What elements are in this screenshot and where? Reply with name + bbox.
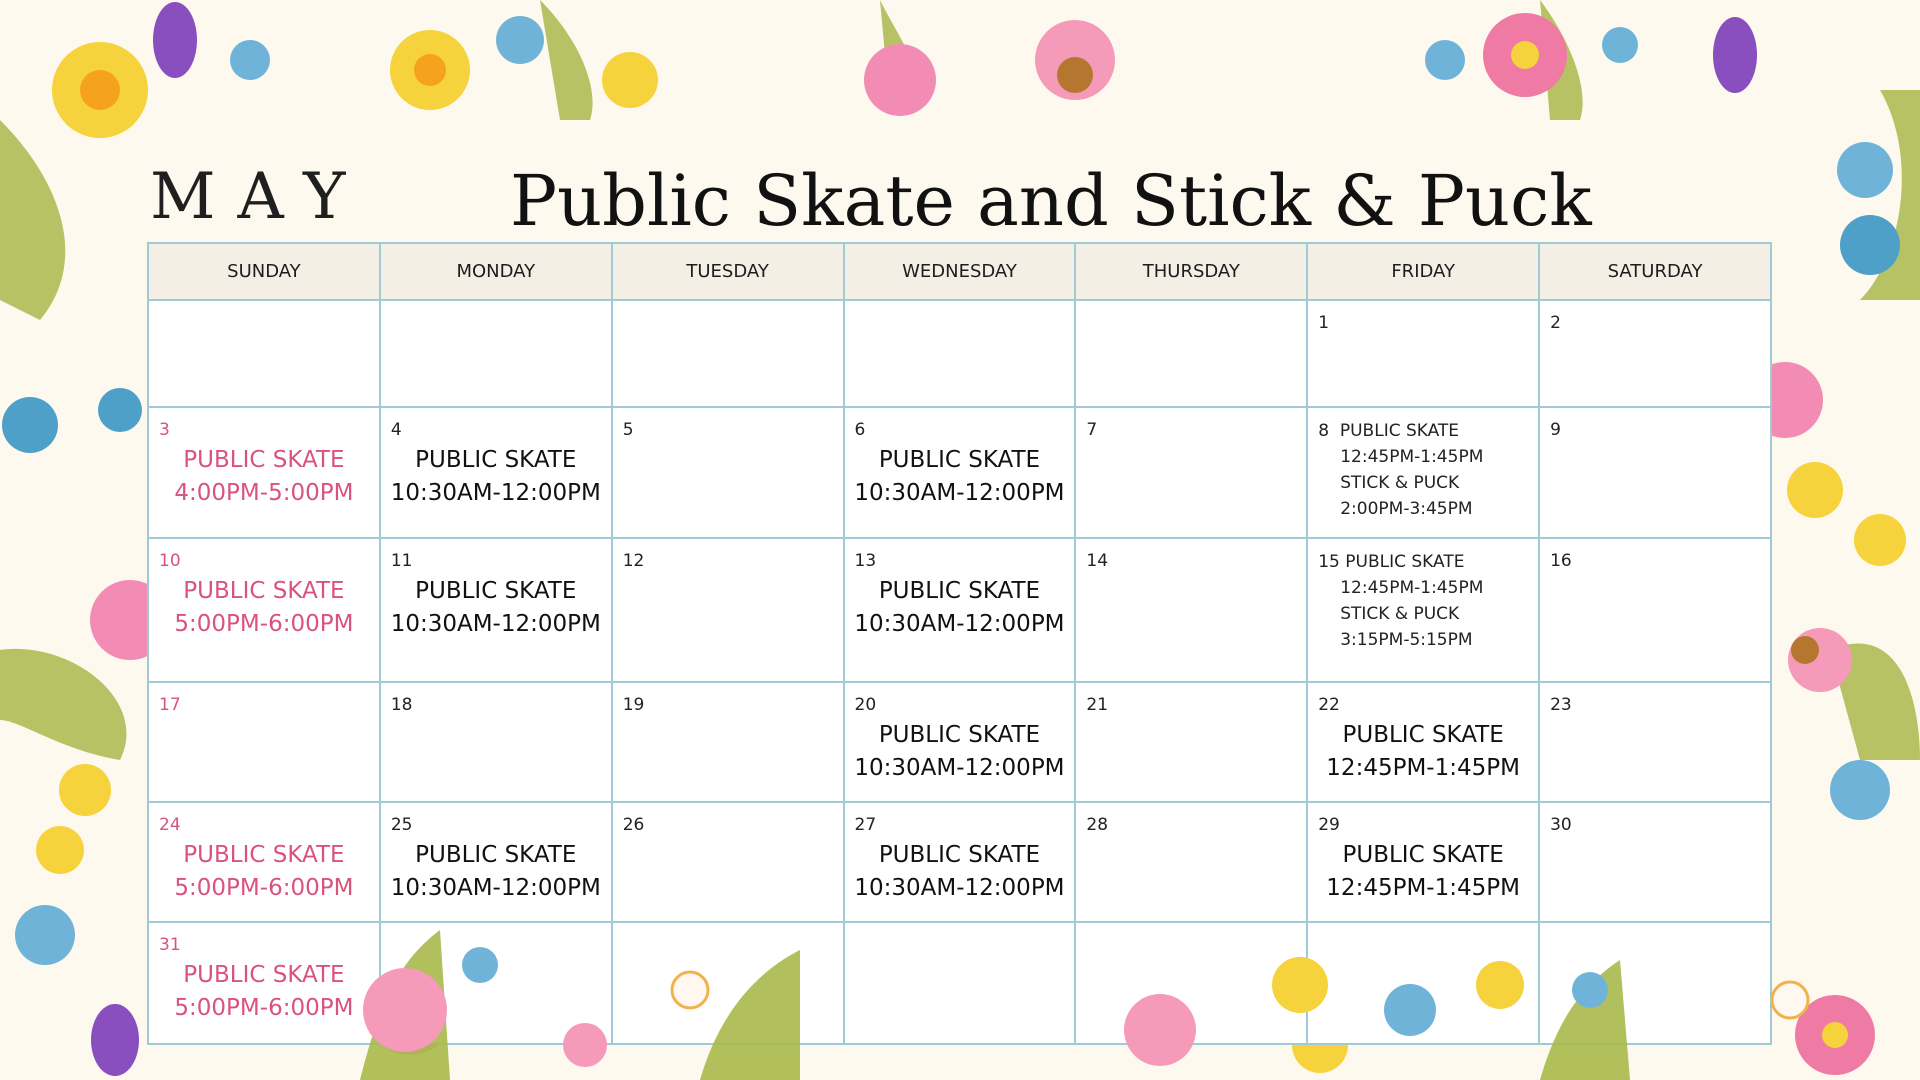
day-cell <box>148 922 380 1044</box>
day-cell <box>1307 682 1539 802</box>
empty-day-cell <box>380 922 612 1044</box>
event-label: STICK & PUCK <box>1340 473 1460 493</box>
weekday-header: WEDNESDAY <box>844 243 1076 300</box>
day-number: 26 <box>622 815 645 835</box>
day-number: 20 <box>854 695 877 715</box>
page-title: Public Skate and Stick & Puck <box>510 160 1592 242</box>
event-time: 3:15PM-5:15PM <box>1340 630 1473 650</box>
day-cell <box>844 682 1076 802</box>
day-number: 28 <box>1086 815 1109 835</box>
day-number: 18 <box>390 695 413 715</box>
day-number: 15 <box>1318 552 1340 572</box>
day-number: 14 <box>1086 551 1109 571</box>
event-label: PUBLIC SKATE <box>878 578 1041 604</box>
event <box>149 959 379 1025</box>
day-number: 24 <box>159 815 181 835</box>
event-time: 5:00PM-6:00PM <box>174 995 354 1021</box>
day-cell <box>844 802 1076 922</box>
event-label: PUBLIC SKATE <box>1342 842 1504 868</box>
event <box>1308 719 1538 785</box>
event-label: PUBLIC SKATE <box>183 447 345 473</box>
calendar-grid <box>147 242 1772 1045</box>
day-cell <box>844 538 1076 682</box>
event-label: PUBLIC SKATE <box>878 842 1041 868</box>
day-number: 12 <box>622 551 645 571</box>
day-cell <box>1307 802 1539 922</box>
event <box>1308 839 1538 905</box>
event-time: 12:45PM-1:45PM <box>1340 447 1484 467</box>
event-time: 10:30AM-12:00PM <box>854 480 1065 506</box>
day-cell <box>148 538 380 682</box>
day-number: 5 <box>622 420 634 440</box>
event <box>381 839 611 905</box>
weekday-header: MONDAY <box>380 243 612 300</box>
event <box>845 444 1075 510</box>
day-cell <box>612 802 844 922</box>
event-time: 5:00PM-6:00PM <box>174 875 354 901</box>
event <box>1318 418 1483 522</box>
event-time: 10:30AM-12:00PM <box>854 611 1065 637</box>
event-label: PUBLIC SKATE <box>415 842 577 868</box>
event-label: PUBLIC SKATE <box>183 962 345 988</box>
event-label: PUBLIC SKATE <box>878 447 1041 473</box>
day-number: 16 <box>1550 551 1572 571</box>
event <box>381 575 611 641</box>
event <box>845 719 1075 785</box>
day-number: 25 <box>390 815 413 835</box>
event-label: PUBLIC SKATE <box>415 578 577 604</box>
event-label: PUBLIC SKATE <box>878 722 1041 748</box>
month-label: MAY <box>150 160 368 234</box>
event-time: 12:45PM-1:45PM <box>1326 755 1520 781</box>
day-cell <box>1075 682 1307 802</box>
day-number: 27 <box>854 815 877 835</box>
empty-day-cell <box>1307 922 1539 1044</box>
day-cell <box>1075 538 1307 682</box>
day-number: 11 <box>390 551 413 571</box>
weekday-header: SATURDAY <box>1539 243 1771 300</box>
event-time: 10:30AM-12:00PM <box>854 875 1065 901</box>
weekday-header: THURSDAY <box>1075 243 1307 300</box>
event <box>149 575 379 641</box>
event <box>149 444 379 510</box>
event-time: 5:00PM-6:00PM <box>174 611 354 637</box>
day-number: 31 <box>159 935 181 955</box>
event-time: 4:00PM-5:00PM <box>174 480 354 506</box>
day-cell <box>1075 802 1307 922</box>
day-cell <box>1539 538 1771 682</box>
day-number: 8 <box>1318 421 1330 441</box>
day-number: 1 <box>1318 313 1330 333</box>
day-cell <box>380 538 612 682</box>
event-time: 10:30AM-12:00PM <box>854 755 1065 781</box>
day-number: 19 <box>622 695 645 715</box>
day-number: 13 <box>854 551 877 571</box>
day-number: 30 <box>1550 815 1572 835</box>
day-cell <box>612 407 844 538</box>
event-label: PUBLIC SKATE <box>1345 552 1465 572</box>
empty-day-cell <box>1075 300 1307 407</box>
event <box>1318 549 1483 653</box>
day-number: 6 <box>854 420 866 440</box>
event-time: 2:00PM-3:45PM <box>1340 499 1473 519</box>
event <box>149 839 379 905</box>
day-cell <box>1307 300 1539 407</box>
empty-day-cell <box>612 300 844 407</box>
empty-day-cell <box>844 300 1076 407</box>
day-number: 4 <box>390 420 402 440</box>
day-cell <box>1539 802 1771 922</box>
event-label: PUBLIC SKATE <box>183 842 345 868</box>
event-label: PUBLIC SKATE <box>1342 722 1504 748</box>
day-cell <box>1307 407 1539 538</box>
event <box>845 575 1075 641</box>
event-time: 10:30AM-12:00PM <box>390 611 601 637</box>
event-time: 10:30AM-12:00PM <box>390 480 601 506</box>
day-number: 17 <box>159 695 181 715</box>
weekday-header: TUESDAY <box>612 243 844 300</box>
day-number: 29 <box>1318 815 1340 835</box>
empty-day-cell <box>1539 922 1771 1044</box>
day-number: 2 <box>1550 313 1561 333</box>
day-number: 10 <box>159 551 181 571</box>
day-cell <box>1539 300 1771 407</box>
event <box>381 444 611 510</box>
day-cell <box>1075 407 1307 538</box>
empty-day-cell <box>148 300 380 407</box>
day-number: 7 <box>1086 420 1098 440</box>
day-cell <box>380 682 612 802</box>
empty-day-cell <box>612 922 844 1044</box>
day-cell <box>380 802 612 922</box>
day-number: 22 <box>1318 695 1340 715</box>
day-number: 3 <box>159 420 170 440</box>
day-cell <box>1539 682 1771 802</box>
event <box>845 839 1075 905</box>
day-cell <box>148 802 380 922</box>
event-label: STICK & PUCK <box>1340 604 1460 624</box>
empty-day-cell <box>844 922 1076 1044</box>
day-cell <box>1307 538 1539 682</box>
event-time: 12:45PM-1:45PM <box>1326 875 1520 901</box>
weekday-header: FRIDAY <box>1307 243 1539 300</box>
event-label: PUBLIC SKATE <box>183 578 345 604</box>
day-cell <box>148 407 380 538</box>
weekday-header: SUNDAY <box>148 243 380 300</box>
day-cell <box>380 407 612 538</box>
empty-day-cell <box>1075 922 1307 1044</box>
empty-day-cell <box>380 300 612 407</box>
day-cell <box>612 682 844 802</box>
event-label: PUBLIC SKATE <box>415 447 577 473</box>
day-number: 21 <box>1086 695 1109 715</box>
day-number: 23 <box>1550 695 1572 715</box>
day-cell <box>1539 407 1771 538</box>
day-cell <box>612 538 844 682</box>
day-cell <box>844 407 1076 538</box>
day-number: 9 <box>1550 420 1561 440</box>
event-time: 10:30AM-12:00PM <box>390 875 601 901</box>
event-label: PUBLIC SKATE <box>1339 421 1460 441</box>
event-time: 12:45PM-1:45PM <box>1340 578 1484 598</box>
day-cell <box>148 682 380 802</box>
